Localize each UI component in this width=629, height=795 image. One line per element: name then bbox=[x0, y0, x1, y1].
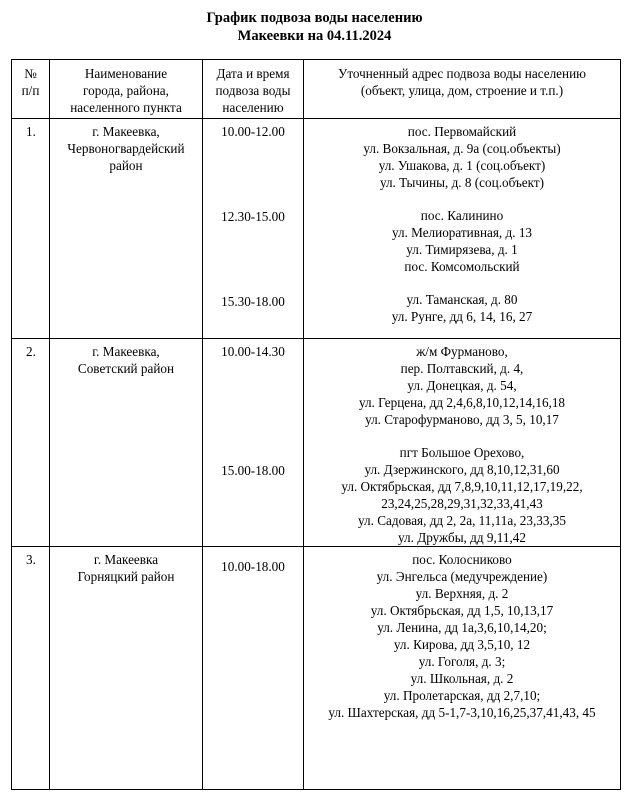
address-group bbox=[304, 444, 620, 546]
time-slot: 10.00-12.00 bbox=[221, 124, 285, 139]
title-line-2: Макеевки на 04.11.2024 bbox=[237, 28, 392, 44]
address-line: пгт Большое Орехово, bbox=[399, 445, 525, 460]
address-group bbox=[304, 343, 620, 428]
table-row bbox=[12, 547, 621, 790]
header-address-line: Уточненный адрес подвоза воды населению bbox=[337, 66, 586, 81]
time-slot: 15.00-18.00 bbox=[221, 463, 285, 478]
time-slot: 15.30-18.00 bbox=[221, 294, 285, 309]
schedule-table bbox=[11, 59, 621, 790]
header-time bbox=[203, 60, 304, 119]
table-row bbox=[12, 119, 621, 339]
header-time-line: подвоза воды bbox=[215, 83, 291, 98]
address-line: ул. Таманская, д. 80 bbox=[406, 292, 518, 307]
row-city bbox=[50, 339, 203, 547]
address-line: ул. Пролетарская, дд 2,7,10; bbox=[383, 688, 541, 703]
table-header-row bbox=[12, 60, 621, 119]
header-city-line: Наименование bbox=[84, 66, 168, 81]
address-line: ул. Тычины, д. 8 (соц.объект) bbox=[379, 175, 545, 190]
address-line: пер. Полтавский, д. 4, bbox=[400, 361, 524, 376]
address-line: ул. Рунге, дд 6, 14, 16, 27 bbox=[391, 309, 533, 324]
city-line: район bbox=[109, 158, 143, 173]
address-group bbox=[304, 551, 620, 721]
address-line: пос. Колосниково bbox=[412, 552, 512, 567]
address-line: ул. Октябрьская, дд 1,5, 10,13,17 bbox=[370, 603, 554, 618]
address-line: ул. Старофурманово, дд 3, 5, 10,17 bbox=[365, 412, 559, 427]
row-addresses bbox=[304, 339, 621, 547]
row-city bbox=[50, 119, 203, 339]
address-line: ул. Вокзальная, д. 9а (соц.объекты) bbox=[363, 141, 561, 156]
row-times bbox=[203, 547, 304, 790]
address-line: ул. Верхняя, д. 2 bbox=[415, 586, 509, 601]
header-address bbox=[304, 60, 621, 119]
address-line: ул. Школьная, д. 2 bbox=[410, 671, 514, 686]
row-city bbox=[50, 547, 203, 790]
header-time-line: населению bbox=[222, 100, 284, 115]
address-line: ул. Кирова, дд 3,5,10, 12 bbox=[393, 637, 531, 652]
address-group bbox=[304, 291, 620, 325]
address-line: ул. Дзержинского, дд 8,10,12,31,60 bbox=[364, 462, 560, 477]
address-line: ул. Дружбы, дд 9,11,42 bbox=[398, 530, 526, 545]
address-group bbox=[304, 123, 620, 191]
address-line: ул. Герцена, дд 2,4,6,8,10,12,14,16,18 bbox=[358, 395, 566, 410]
header-number bbox=[12, 60, 50, 119]
row-times bbox=[203, 119, 304, 339]
document-title bbox=[0, 9, 629, 45]
city-line: Горняцкий район bbox=[77, 569, 175, 584]
address-line: 23,24,25,28,29,31,32,33,41,43 bbox=[381, 496, 543, 511]
time-slot: 12.30-15.00 bbox=[221, 209, 285, 224]
row-addresses bbox=[304, 547, 621, 790]
time-slot: 10.00-18.00 bbox=[221, 559, 285, 574]
address-line: ул. Октябрьская, дд 7,8,9,10,11,12,17,19,22, bbox=[341, 479, 583, 494]
header-number-line: № bbox=[24, 66, 37, 81]
header-city bbox=[50, 60, 203, 119]
address-line: ул. Садовая, дд 2, 2а, 11,11а, 23,33,35 bbox=[358, 513, 566, 528]
address-line: ул. Тимирязева, д. 1 bbox=[406, 242, 518, 257]
address-line: ж/м Фурманово, bbox=[416, 344, 508, 359]
address-line: ул. Ленина, дд 1а,3,6,10,14,20; bbox=[377, 620, 547, 635]
row-number: 3. bbox=[12, 547, 50, 790]
city-line: г. Макеевка, bbox=[92, 124, 160, 139]
city-line: Червоногвардейский bbox=[67, 141, 185, 156]
header-city-line: города, района, bbox=[83, 83, 169, 98]
row-times bbox=[203, 339, 304, 547]
row-addresses bbox=[304, 119, 621, 339]
address-group bbox=[304, 207, 620, 275]
address-line: ул. Шахтерская, дд 5-1,7-3,10,16,25,37,41,43, 45 bbox=[328, 705, 596, 720]
title-line-1: График подвоза воды населению bbox=[206, 10, 423, 26]
header-address-line: (объект, улица, дом, строение и т.п.) bbox=[360, 83, 564, 98]
address-line: пос. Первомайский bbox=[407, 124, 517, 139]
address-line: ул. Мелиоративная, д. 13 bbox=[391, 225, 533, 240]
city-line: г. Макеевка, bbox=[92, 344, 160, 359]
address-line: пос. Комсомольский bbox=[404, 259, 520, 274]
address-line: ул. Донецкая, д. 54, bbox=[407, 378, 517, 393]
address-line: ул. Энгельса (медучреждение) bbox=[376, 569, 548, 584]
table-row bbox=[12, 339, 621, 547]
address-line: ул. Ушакова, д. 1 (соц.объект) bbox=[378, 158, 546, 173]
header-city-line: населенного пункта bbox=[70, 100, 182, 115]
time-slot: 10.00-14.30 bbox=[221, 344, 285, 359]
address-line: ул. Гоголя, д. 3; bbox=[418, 654, 506, 669]
city-line: г. Макеевка bbox=[93, 552, 159, 567]
row-number: 2. bbox=[12, 339, 50, 547]
city-line: Советский район bbox=[77, 361, 175, 376]
address-line: пос. Калинино bbox=[420, 208, 504, 223]
header-time-line: Дата и время bbox=[216, 66, 290, 81]
row-number: 1. bbox=[12, 119, 50, 339]
header-number-line: п/п bbox=[21, 83, 40, 98]
